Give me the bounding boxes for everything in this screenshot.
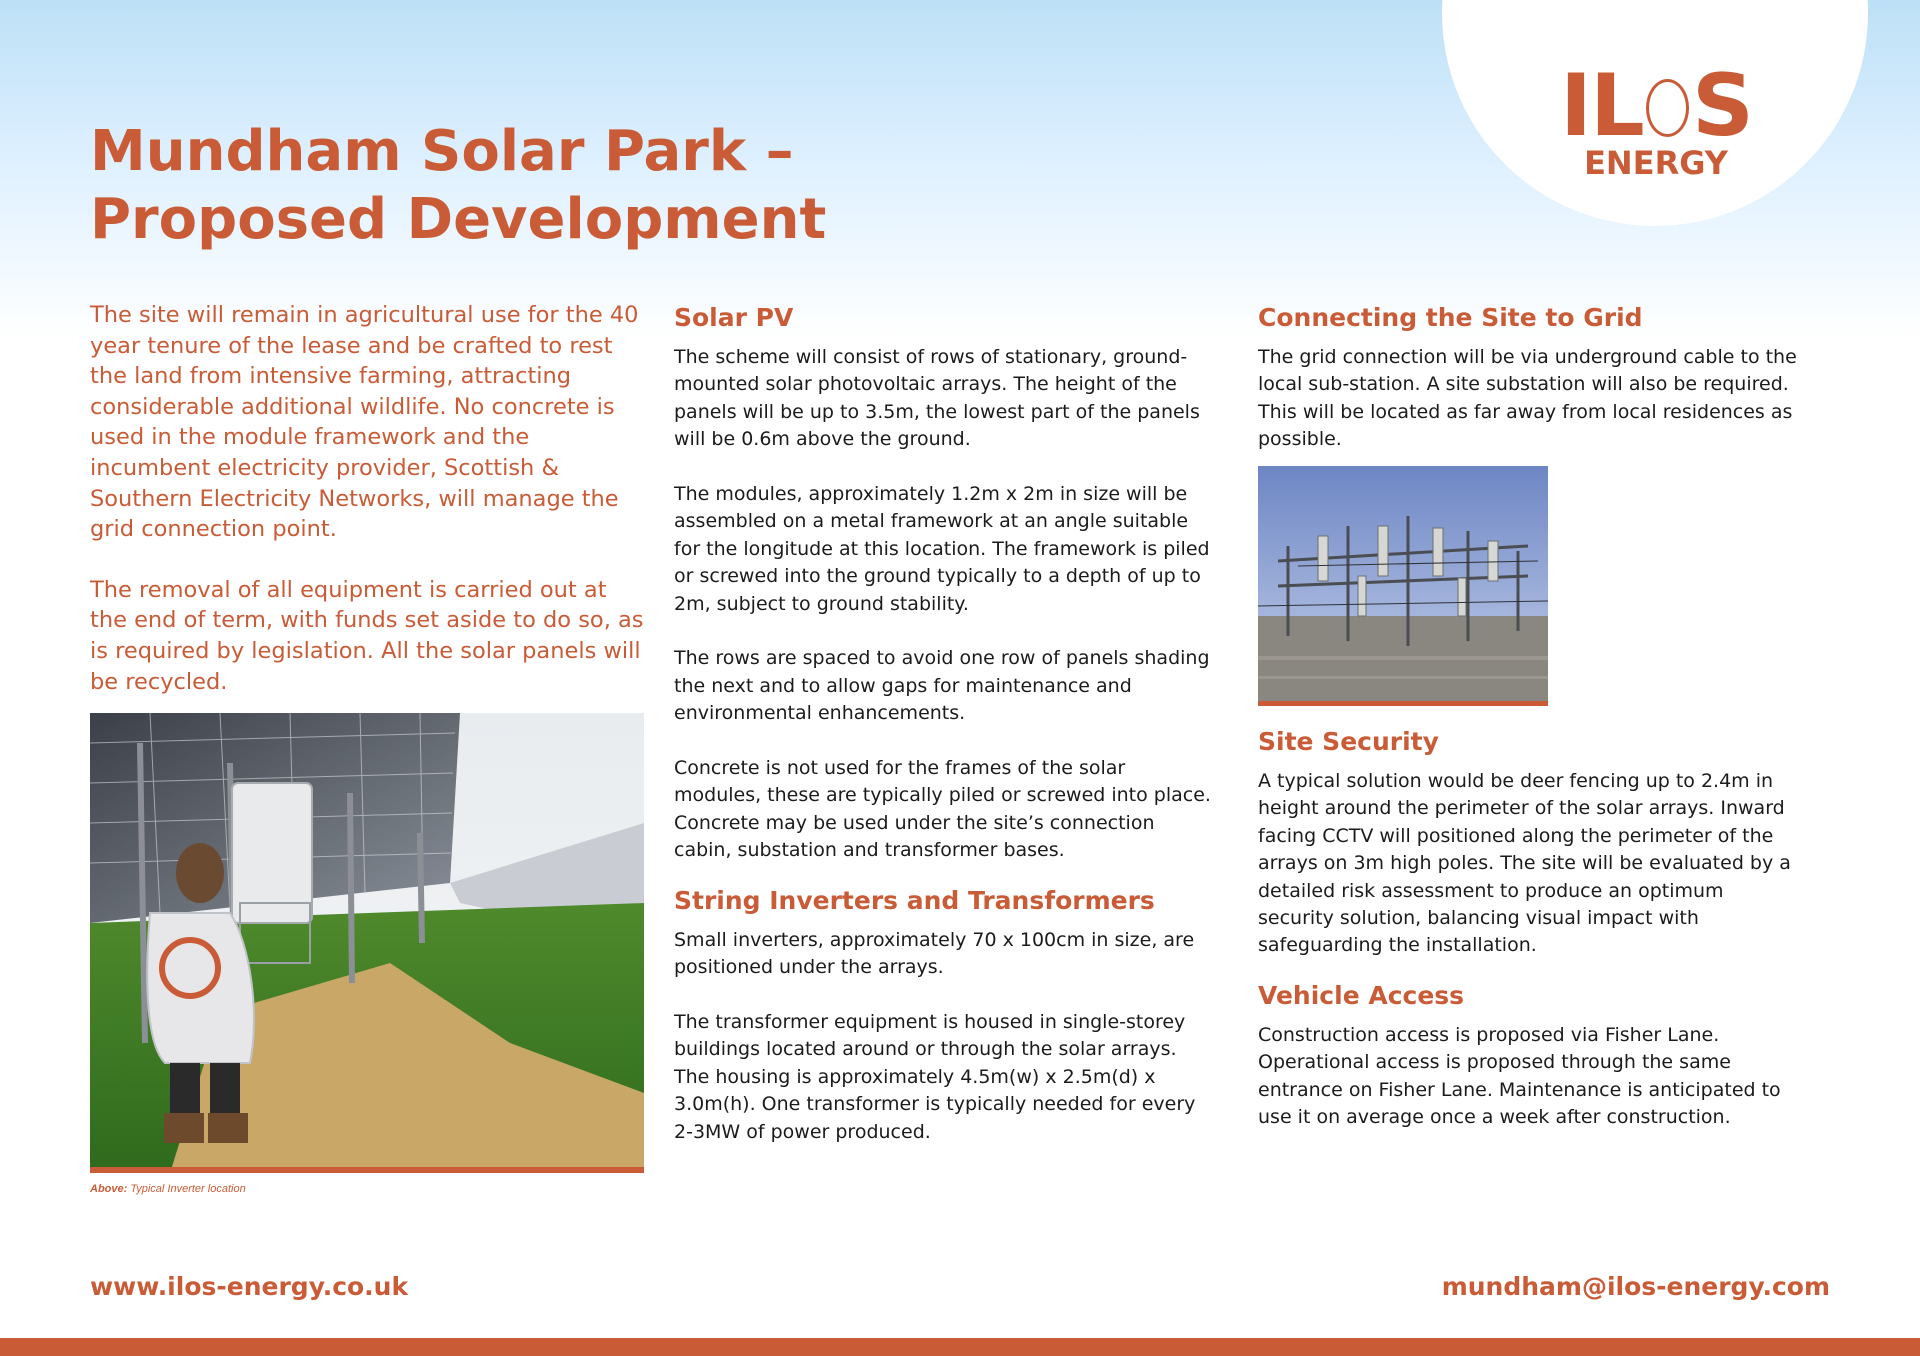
middle-column	[674, 300, 1214, 1173]
intro-paragraph-1: The site will remain in agricultural use for the 40 year tenure of the lease and be crafted to rest the land from intensive farming, attracting considerable additional wildlife. No concrete is used in the module framework and the incumbent electricity provider, Scottish & Southern Electricity Networks, will manage the grid connection point.	[90, 302, 639, 543]
logo-text-end: S	[1692, 56, 1752, 156]
grid-heading: Connecting the Site to Grid	[1258, 303, 1643, 332]
page-title-line1: Mundham Solar Park –	[90, 119, 794, 184]
logo-wordmark	[1560, 56, 1752, 156]
logo-circle-o-icon	[1646, 79, 1689, 137]
inverter-photo-frame	[90, 713, 644, 1173]
security-heading: Site Security	[1258, 727, 1439, 757]
intro-paragraph-2: The removal of all equipment is carried out at the end of term, with funds set aside to do so, as is required by legislation. All the solar panels will be recycled.	[90, 576, 644, 695]
inverters-body	[674, 927, 1214, 1146]
right-column	[1258, 300, 1798, 1159]
grid-paragraph-1: The grid connection will be via underground cable to the local sub-station. A site substation will also be required. This will be located as far away from local residences as possible.	[1258, 346, 1797, 451]
vehicle-heading: Vehicle Access	[1258, 980, 1465, 1010]
photo-caption	[90, 1183, 246, 1195]
inverters-paragraph-1: Small inverters, approximately 70 x 100cm in size, are positioned under the arrays.	[674, 928, 1195, 979]
website-link[interactable]: www.ilos-energy.co.uk	[90, 1272, 409, 1301]
email-link[interactable]: mundham@ilos-energy.com	[1441, 1272, 1830, 1301]
inverter-photo	[90, 713, 644, 1179]
intro-text	[90, 300, 650, 697]
grid-section	[1258, 300, 1798, 454]
vehicle-body	[1258, 1022, 1798, 1132]
solar-pv-paragraph-3: The rows are spaced to avoid one row of panels shading the next and to allow gaps for maintenance and environmental enhancements.	[674, 647, 1210, 725]
vehicle-section	[1258, 978, 1798, 1132]
security-section	[1258, 724, 1798, 960]
substation-photo-image	[1258, 466, 1548, 706]
inverters-section	[674, 883, 1214, 1146]
bottom-accent-bar	[0, 1338, 1920, 1356]
page-title	[90, 118, 850, 254]
solar-pv-paragraph-4: Concrete is not used for the frames of the solar modules, these are typically piled or screwed into place. Concrete may be used under the site’s connection cabin, substation and transformer bases.	[674, 757, 1211, 862]
inverter-photo-image	[90, 713, 644, 1173]
solar-pv-paragraph-2: The modules, approximately 1.2m x 2m in size will be assembled on a metal framework at an angle suitable for the longitude at this location. The framework is piled or screwed into the ground typically to a depth of up to 2m, subject to ground stability.	[674, 483, 1210, 615]
page-title-line2: Proposed Development	[90, 187, 827, 252]
logo-text-start: IL	[1560, 56, 1643, 156]
solar-pv-paragraph-1: The scheme will consist of rows of stationary, ground-mounted solar photovoltaic arrays. The height of the panels will be up to 3.5m, the lowest part of the panels will be 0.6m above the ground.	[674, 346, 1200, 451]
intro-column	[90, 300, 650, 727]
photo-caption-label: Above:	[90, 1183, 128, 1195]
security-paragraph-1: A typical solution would be deer fencing up to 2.4m in height around the perimeter of the solar arrays. Inward facing CCTV will positioned along the perimeter of the arrays on 3m high poles. The site will be evaluated by a detailed risk assessment to produce an optimum security solution, balancing visual impact with safeguarding the installation.	[1258, 770, 1791, 957]
substation-photo	[1258, 466, 1548, 706]
photo-caption-text: Typical Inverter location	[130, 1183, 246, 1195]
ilos-energy-logo	[1560, 56, 1752, 182]
solar-pv-section	[674, 300, 1214, 865]
solar-pv-body	[674, 344, 1214, 865]
security-body	[1258, 768, 1798, 960]
grid-body	[1258, 344, 1798, 454]
vehicle-paragraph-1: Construction access is proposed via Fisher Lane. Operational access is proposed through the same entrance on Fisher Lane. Maintenance is anticipated to use it on average once a week after construction.	[1258, 1023, 1781, 1129]
inverters-heading: String Inverters and Transformers	[674, 885, 1155, 915]
logo-subtitle: ENERGY	[1584, 144, 1728, 182]
solar-pv-heading: Solar PV	[674, 303, 794, 332]
inverters-paragraph-2: The transformer equipment is housed in single-storey buildings located around or through the solar arrays. The housing is approximately 4.5m(w) x 2.5m(d) x 3.0m(h). One transformer is typically needed for every 2-3MW of power produced.	[674, 1010, 1196, 1143]
